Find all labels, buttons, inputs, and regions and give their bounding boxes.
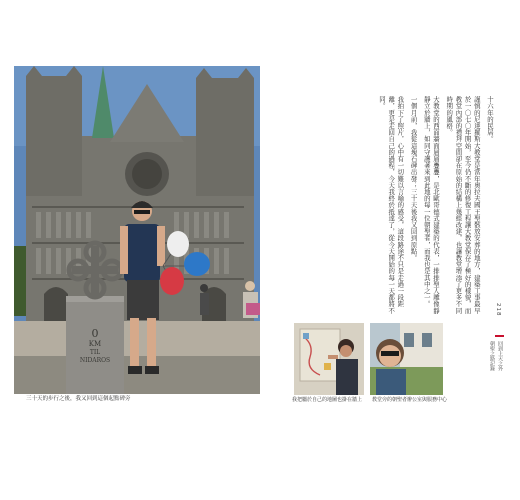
- accent-bar: [495, 335, 504, 337]
- paragraph: 大教堂的西面牆面層層疊疊，是北歐哥德式建築的代表，一排排聖人雕像靜靜立於牆上，如同守護著來到此地的每一位朝聖者，而我也是其中之一。: [422, 96, 440, 314]
- sign-line-2: TIL: [89, 349, 101, 356]
- sign-line-0: 0: [91, 327, 99, 340]
- paragraph: 十六年的民居。: [486, 96, 494, 143]
- main-photo-caption: 三十天的步行之後，我又回到這個起點碑旁: [26, 396, 131, 402]
- sign-line-1: KM: [88, 340, 102, 348]
- sign-line-3: NIDAROS: [79, 357, 111, 364]
- running-title: [488, 341, 504, 421]
- paragraph: 我拍下了照片，心中有一切難以言喻的感受，這段路途不只是走過一段距離，更是走回自己的過程，今天我終於抵達了，從今天開始的每一天都將不同。: [377, 96, 405, 314]
- paragraph: 謹慎的尼達羅斯大教堂是當年奧拉夫國王聖骸放安葬的地方，建築工事最早於一〇七〇年開始，至今仍不斷的修復工程讓大教堂保存了極好的樣貌，而教堂內部的禮拜空間卻在原始的結構上幾經改建，也讓教堂增添了更多不同時期的風格。: [445, 96, 481, 314]
- running-title-line: 回到上天之外: [497, 341, 503, 371]
- pilgrim-office-caption: 教堂旁的朝聖者辦公室與服務中心: [372, 397, 448, 403]
- running-title-line: 朝聖之路記錄: [489, 341, 495, 371]
- page-number: 218: [495, 303, 501, 317]
- milestone-sign: [70, 328, 120, 365]
- paragraph: 一個月前，我從這塊石碑出發；三十天後我又回到原點。: [409, 96, 418, 261]
- map-wall-caption: 我把屬於自己的地圖也掛在牆上: [292, 397, 363, 403]
- pilgrim-office-photo: [370, 323, 443, 395]
- map-wall-photo: [294, 323, 364, 395]
- main-photo: [14, 66, 260, 394]
- body-text: [268, 96, 494, 316]
